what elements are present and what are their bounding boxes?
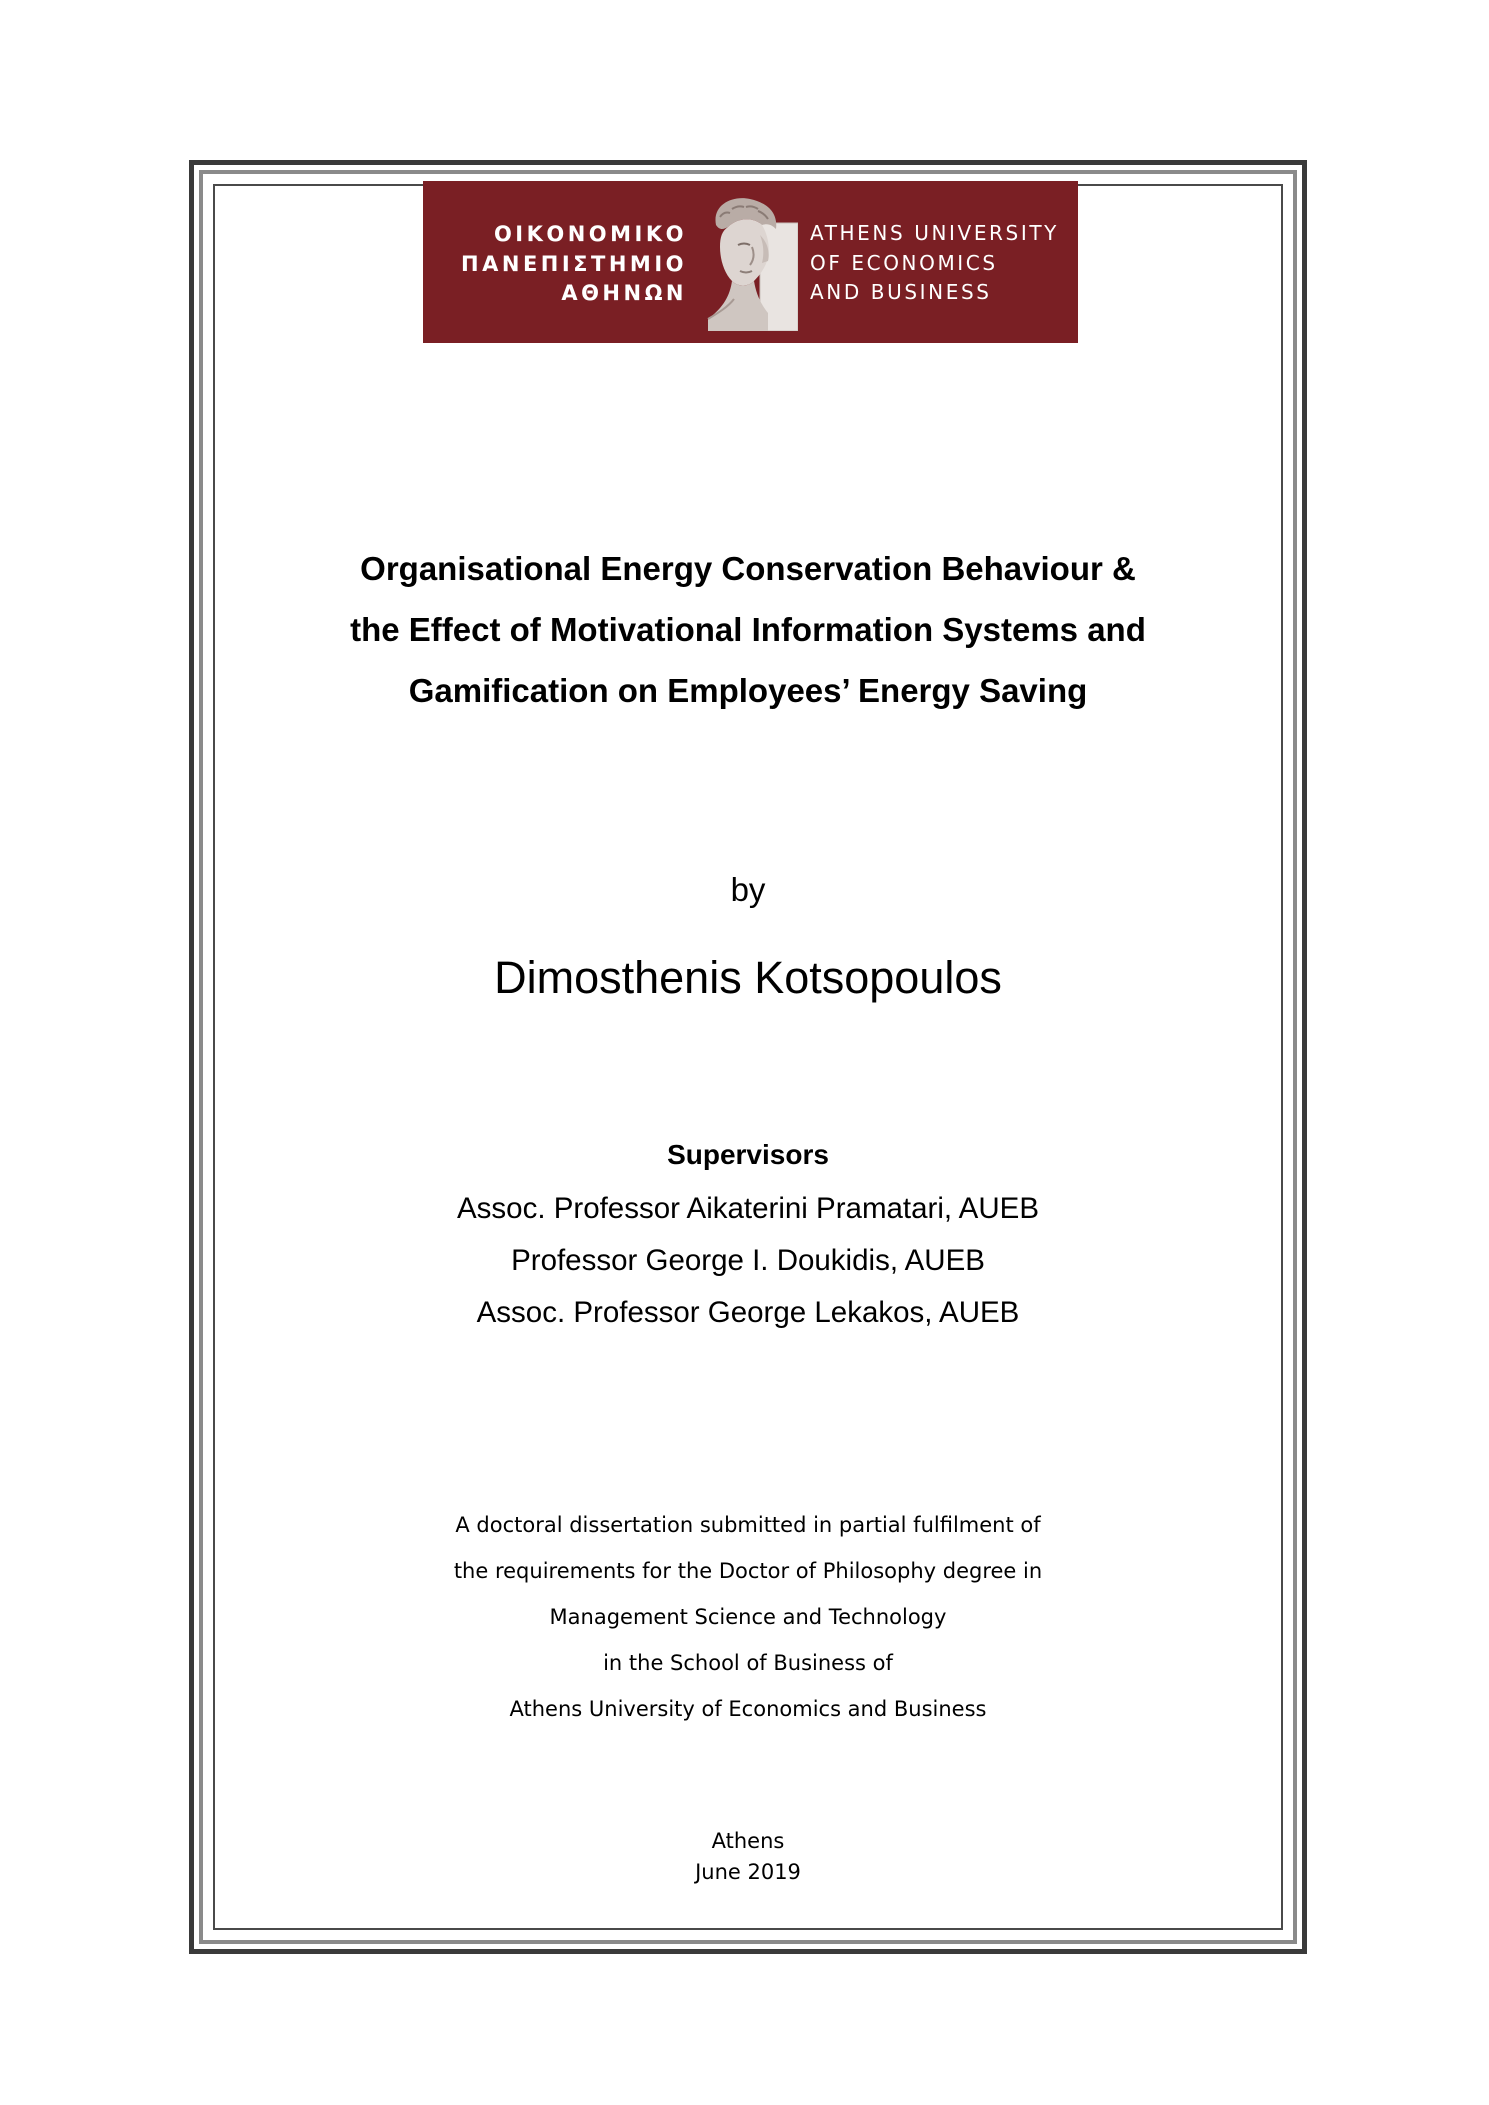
logo-greek-line: ΠΑΝΕΠΙΣΤΗΜΙΟ [461, 251, 687, 276]
university-logo [423, 181, 1078, 343]
author-name: Dimosthenis Kotsopoulos [494, 952, 1002, 1003]
date: June 2019 [695, 1860, 801, 1884]
supervisor-name: Assoc. Professor Aikaterini Pramatari, AUEB [456, 1192, 1040, 1225]
title-line: Organisational Energy Conservation Behaviour & [360, 550, 1136, 587]
logo-greek-line: ΑΘΗΝΩΝ [561, 281, 687, 305]
logo-english-line: AND BUSINESS [810, 280, 992, 304]
place: Athens [711, 1829, 785, 1853]
statement-line: Management Science and Technology [549, 1605, 947, 1629]
statement-line: in the School of Business of [603, 1651, 893, 1675]
logo-english-line: ATHENS UNIVERSITY [810, 221, 1059, 245]
supervisor-name: Professor George I. Doukidis, AUEB [511, 1244, 985, 1277]
statement-line: the requirements for the Doctor of Philosophy degree in [453, 1559, 1043, 1583]
supervisors-list [189, 1183, 1307, 1339]
logo-english-line: OF ECONOMICS [810, 250, 998, 275]
statement-line: A doctoral dissertation submitted in partial fulfilment of [455, 1513, 1041, 1537]
title-line: the Effect of Motivational Information Systems and [350, 611, 1146, 648]
supervisors-heading: Supervisors [667, 1139, 829, 1170]
hermes-head-icon [698, 195, 798, 331]
place-date [189, 1826, 1307, 1888]
dissertation-statement [189, 1502, 1307, 1732]
logo-greek-line: ΟΙΚΟΝΟΜΙΚΟ [493, 222, 687, 246]
supervisor-name: Assoc. Professor George Lekakos, AUEB [476, 1296, 1020, 1329]
statement-line: Athens University of Economics and Business [509, 1697, 987, 1721]
logo-english-text [810, 219, 1059, 308]
by-label: by [730, 871, 766, 908]
dissertation-title [189, 538, 1307, 721]
logo-greek-text [423, 220, 687, 309]
title-line: Gamification on Employees’ Energy Saving [408, 672, 1088, 709]
